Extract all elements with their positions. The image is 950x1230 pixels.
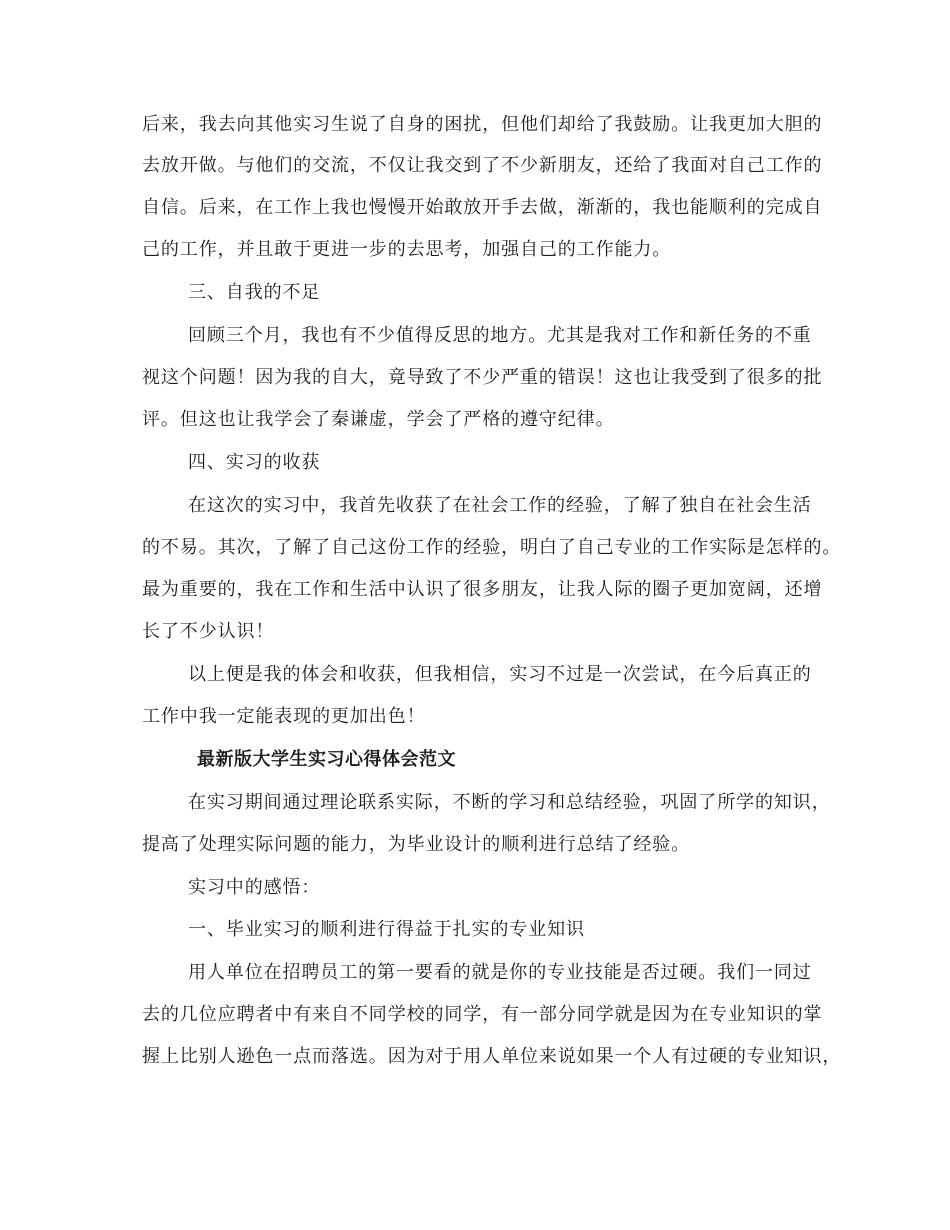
paragraph-line: 用人单位在招聘员工的第一要看的就是你的专业技能是否过硬。我们一同过 bbox=[188, 962, 812, 983]
article-title: 最新版大学生实习心得体会范文 bbox=[197, 749, 456, 770]
paragraph-line: 己的工作，并且敢于更进一步的去思考，加强自己的工作能力。 bbox=[142, 239, 672, 260]
paragraph-line: 的不易。其次，了解了自己这份工作的经验，明白了自己专业的工作实际是怎样的。 bbox=[142, 537, 842, 558]
paragraph-line: 在实习期间通过理论联系实际，不断的学习和总结经验，巩固了所学的知识， bbox=[188, 792, 831, 813]
paragraph-line: 握上比别人逊色一点而落选。因为对于用人单位来说如果一个人有过硬的专业知识， bbox=[142, 1046, 842, 1067]
paragraph-line: 去放开做。与他们的交流，不仅让我交到了不少新朋友，还给了我面对自己工作的 bbox=[142, 155, 823, 176]
paragraph-line: 工作中我一定能表现的更加出色！ bbox=[142, 706, 426, 727]
paragraph-line: 以上便是我的体会和收获，但我相信，实习不过是一次尝试，在今后真正的 bbox=[188, 664, 812, 685]
paragraph-line: 最为重要的，我在工作和生活中认识了很多朋友，让我人际的圈子更加宽阔，还增 bbox=[142, 579, 823, 600]
paragraph-line: 评。但这也让我学会了秦谦虚，学会了严格的遵守纪律。 bbox=[142, 409, 615, 430]
paragraph-line: 视这个问题！因为我的自大，竟导致了不少严重的错误！这也让我受到了很多的批 bbox=[142, 367, 823, 388]
section-heading: 四、实习的收获 bbox=[188, 452, 321, 473]
paragraph-line: 回顾三个月，我也有不少值得反思的地方。尤其是我对工作和新任务的不重 bbox=[188, 325, 812, 346]
paragraph-line: 后来，我去向其他实习生说了自身的困扰，但他们却给了我鼓励。让我更加大胆的 bbox=[142, 114, 823, 135]
paragraph-line: 自信。后来，在工作上我也慢慢开始敢放开手去做，渐渐的，我也能顺利的完成自 bbox=[142, 197, 823, 218]
paragraph-line: 提高了处理实际问题的能力，为毕业设计的顺利进行总结了经验。 bbox=[142, 834, 691, 855]
paragraph-line: 长了不少认识！ bbox=[142, 621, 275, 642]
paragraph-line: 去的几位应聘者中有来自不同学校的同学，有一部分同学就是因为在专业知识的掌 bbox=[142, 1004, 823, 1025]
paragraph-line: 在这次的实习中，我首先收获了在社会工作的经验，了解了独自在社会生活 bbox=[188, 495, 812, 516]
section-heading: 三、自我的不足 bbox=[188, 282, 321, 303]
section-heading: 一、毕业实习的顺利进行得益于扎实的专业知识 bbox=[188, 919, 585, 940]
paragraph-line: 实习中的感悟： bbox=[188, 877, 321, 898]
